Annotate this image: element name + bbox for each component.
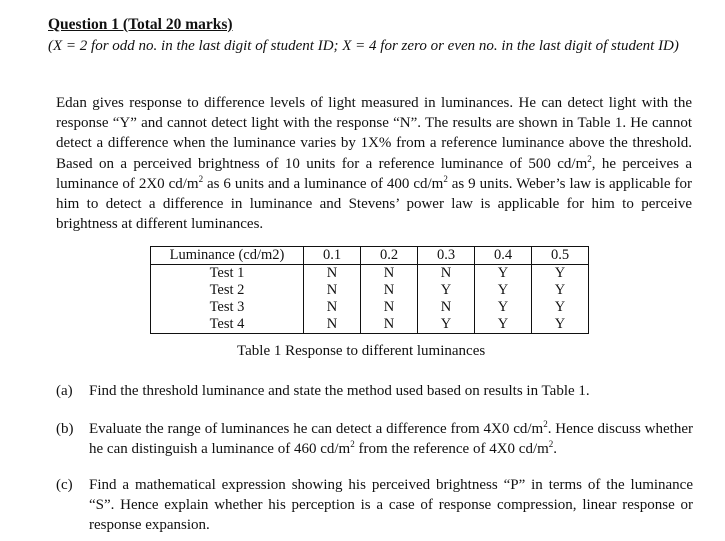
table-row (151, 265, 589, 283)
table-cell: Y (532, 282, 589, 299)
table-cell: Y (532, 265, 589, 283)
row-label: Test 4 (151, 316, 304, 334)
question-title: Question 1 (Total 20 marks) (48, 16, 233, 33)
table-cell: Y (475, 265, 532, 283)
table-cell: N (361, 265, 418, 283)
table-row (151, 316, 589, 334)
superscript: 2 (198, 173, 204, 184)
row-label: Test 2 (151, 282, 304, 299)
table-row (151, 282, 589, 299)
column-header: 0.1 (304, 247, 361, 265)
superscript: 2 (548, 439, 554, 449)
question-label: (c) (56, 477, 73, 493)
superscript: 2 (543, 419, 548, 429)
question-text-part: from the reference of 4X0 cd/m (354, 441, 549, 457)
table-cell: Y (475, 316, 532, 334)
superscript: 2 (587, 153, 592, 164)
superscript: 2 (443, 173, 448, 184)
row-label: Test 3 (151, 299, 304, 316)
table-cell: Y (418, 282, 475, 299)
table-cell: N (361, 299, 418, 316)
column-header: 0.4 (475, 247, 532, 265)
statement-part-4: as 9 units. Weber’s law is applicable for him to detect a difference in luminance and Stevens’ power law is applicable for him to perceive brightness at different luminances. (56, 175, 692, 233)
statement-part-1: Edan gives response to difference levels of light measured in luminances. He can detect light with the response “Y” and cannot detect light with the response “N”. The results are shown in Table 1. He cannot detect a difference when the luminance varies by 1X% from a reference luminance above the threshold. Based on a perceived brightness of 10 units for a reference luminance of 500 cd/m (56, 95, 692, 172)
question-text (89, 419, 693, 459)
column-header: 0.3 (418, 247, 475, 265)
question-text: Find a mathematical expression showing his perceived brightness “P” in terms of the luminance “S”. Hence explain whether his perception is a case of response compression, linear response or response expansion. (89, 477, 693, 533)
table-header-row (151, 247, 589, 265)
table-cell: N (304, 265, 361, 283)
column-header: 0.2 (361, 247, 418, 265)
statement-part-3: as 6 units and a luminance of 400 cd/m (203, 175, 444, 192)
question-text-part: . (553, 441, 558, 457)
table-cell: N (304, 316, 361, 334)
table-cell: Y (532, 316, 589, 334)
question-text: Find the threshold luminance and state the method used based on results in Table 1. (89, 383, 590, 399)
superscript: 2 (350, 439, 355, 449)
table-cell: N (418, 299, 475, 316)
luminance-table (150, 246, 589, 334)
table-cell: N (418, 265, 475, 283)
statement-part-2: , he perceives a luminance of 2X0 cd/m (56, 155, 692, 192)
table-cell: Y (418, 316, 475, 334)
table-cell: N (304, 282, 361, 299)
question-label: (b) (56, 421, 74, 437)
question-text-part: . Hence discuss whether he can distinguish a luminance of 460 cd/m (89, 421, 693, 457)
student-id-note: (X = 2 for odd no. in the last digit of student ID; X = 4 for zero or even no. in the last digit of student ID) (48, 38, 679, 54)
row-label: Test 1 (151, 265, 304, 283)
header-label: Luminance (cd/m2) (151, 247, 304, 265)
question-text-part: Evaluate the range of luminances he can detect a difference from 4X0 cd/m (89, 421, 544, 437)
table-row (151, 299, 589, 316)
table-cell: N (361, 316, 418, 334)
column-header: 0.5 (532, 247, 589, 265)
table-cell: Y (475, 282, 532, 299)
table-cell: N (361, 282, 418, 299)
table-cell: Y (475, 299, 532, 316)
question-label: (a) (56, 383, 73, 399)
table-caption: Table 1 Response to different luminances (237, 343, 486, 359)
table-cell: Y (532, 299, 589, 316)
table-cell: N (304, 299, 361, 316)
problem-statement (56, 93, 692, 234)
